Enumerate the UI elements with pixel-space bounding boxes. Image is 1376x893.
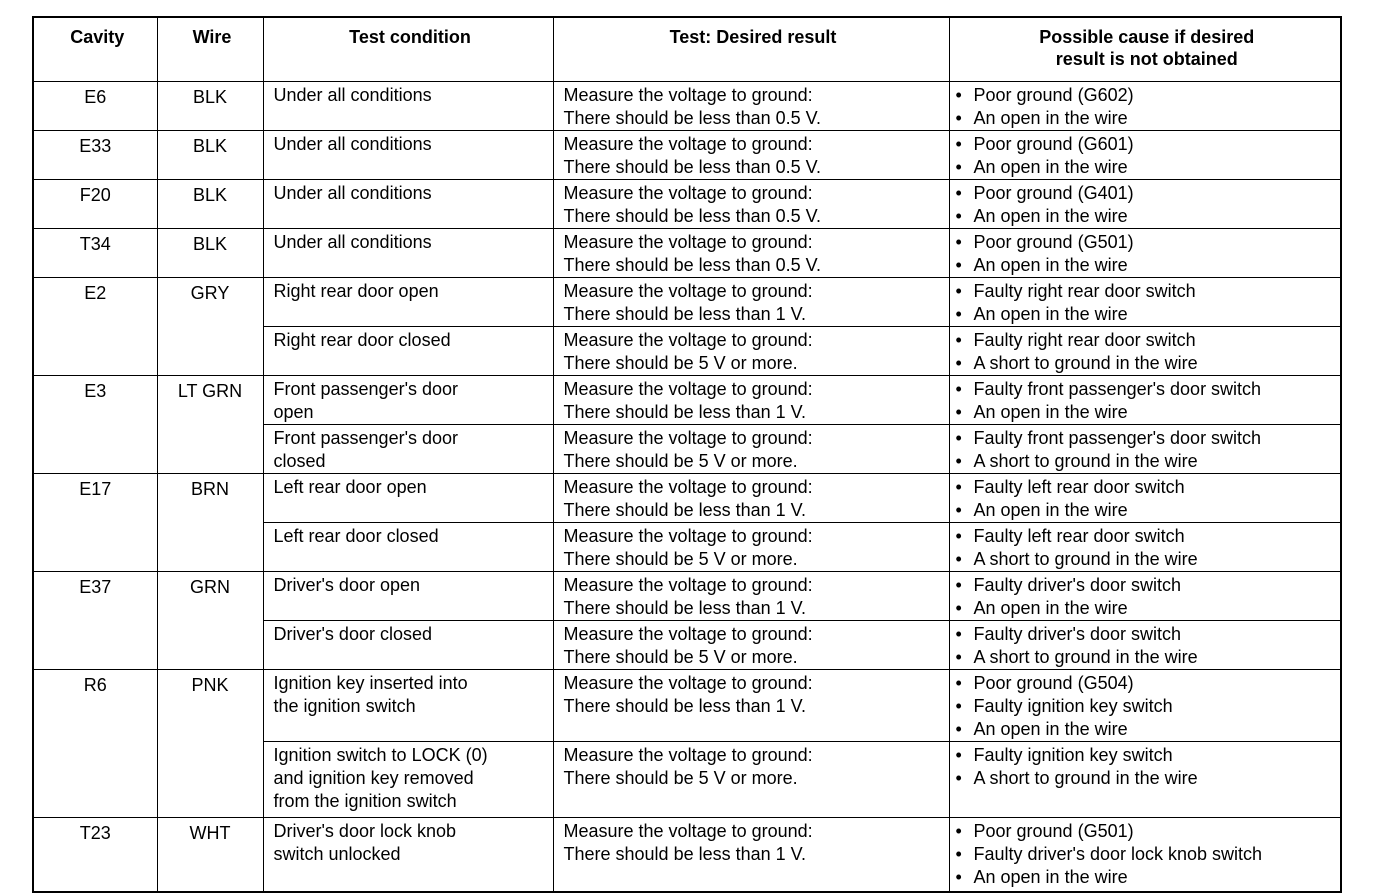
cause-item: • Faulty front passenger's door switch	[955, 428, 1262, 448]
condition-cell: Left rear door open	[263, 474, 553, 523]
result-line: There should be 5 V or more.	[563, 353, 798, 373]
cause-cell	[949, 131, 1341, 180]
result-line: Measure the voltage to ground:	[563, 745, 813, 765]
result-line: There should be less than 1 V.	[563, 500, 806, 520]
table-row	[33, 572, 1341, 621]
bullet-icon: •	[955, 549, 962, 569]
header-desired-result: Test: Desired result	[553, 17, 949, 82]
cause-item: • Faulty front passenger's door switch	[955, 379, 1262, 399]
result-cell	[553, 572, 949, 621]
condition-cell: Right rear door open	[263, 278, 553, 327]
bullet-icon: •	[955, 183, 962, 203]
result-cell	[553, 742, 949, 818]
result-line: There should be less than 1 V.	[563, 402, 806, 422]
condition-cell: Under all conditions	[263, 82, 553, 131]
header-row	[33, 17, 1341, 82]
result-line: Measure the voltage to ground:	[563, 330, 813, 350]
cause-cell	[949, 376, 1341, 425]
cause-item: • An open in the wire	[955, 157, 1128, 177]
cause-item: • Faulty driver's door lock knob switch	[955, 844, 1263, 864]
table-row	[33, 131, 1341, 180]
cavity-cell: F20	[33, 180, 157, 229]
bullet-icon: •	[955, 281, 962, 301]
bullet-icon: •	[955, 745, 962, 765]
result-line: Measure the voltage to ground:	[563, 183, 813, 203]
cause-cell	[949, 523, 1341, 572]
header-possible-cause: Possible cause if desired result is not obtained	[949, 17, 1341, 82]
result-line: There should be less than 1 V.	[563, 598, 806, 618]
bullet-icon: •	[955, 451, 962, 471]
cause-item: • Faulty driver's door switch	[955, 624, 1182, 644]
result-cell	[553, 376, 949, 425]
result-cell	[553, 523, 949, 572]
header-wire: Wire	[157, 17, 263, 82]
cause-item: • Poor ground (G601)	[955, 134, 1134, 154]
cause-item: • A short to ground in the wire	[955, 353, 1198, 373]
cause-cell	[949, 474, 1341, 523]
bullet-icon: •	[955, 477, 962, 497]
cause-item: • Poor ground (G504)	[955, 673, 1134, 693]
wire-cell: GRN	[157, 572, 263, 670]
cause-item: • An open in the wire	[955, 255, 1128, 275]
table-row	[33, 229, 1341, 278]
cause-item: • Faulty right rear door switch	[955, 281, 1196, 301]
header-test-condition: Test condition	[263, 17, 553, 82]
table-row	[33, 818, 1341, 892]
cause-cell	[949, 818, 1341, 892]
condition-cell: Front passenger's door open	[263, 376, 553, 425]
cause-item: • An open in the wire	[955, 402, 1128, 422]
header-cavity: Cavity	[33, 17, 157, 82]
cause-cell	[949, 670, 1341, 742]
bullet-icon: •	[955, 575, 962, 595]
bullet-icon: •	[955, 255, 962, 275]
result-line: Measure the voltage to ground:	[563, 85, 813, 105]
result-line: Measure the voltage to ground:	[563, 624, 813, 644]
result-line: Measure the voltage to ground:	[563, 477, 813, 497]
result-cell	[553, 327, 949, 376]
cause-item: • Faulty left rear door switch	[955, 477, 1185, 497]
cause-item: • A short to ground in the wire	[955, 647, 1198, 667]
bullet-icon: •	[955, 379, 962, 399]
cause-item: • An open in the wire	[955, 108, 1128, 128]
cause-cell	[949, 278, 1341, 327]
condition-cell: Under all conditions	[263, 229, 553, 278]
bullet-icon: •	[955, 647, 962, 667]
cause-cell	[949, 229, 1341, 278]
result-line: Measure the voltage to ground:	[563, 526, 813, 546]
wire-cell: BLK	[157, 180, 263, 229]
cause-cell	[949, 621, 1341, 670]
bullet-icon: •	[955, 108, 962, 128]
cause-cell	[949, 742, 1341, 818]
wire-cell: PNK	[157, 670, 263, 818]
wire-cell: BLK	[157, 131, 263, 180]
bullet-icon: •	[955, 304, 962, 324]
table-row	[33, 376, 1341, 425]
condition-cell: Driver's door closed	[263, 621, 553, 670]
condition-cell: Driver's door open	[263, 572, 553, 621]
bullet-icon: •	[955, 85, 962, 105]
cause-item: • Faulty left rear door switch	[955, 526, 1185, 546]
table-row	[33, 670, 1341, 742]
cavity-cell: E33	[33, 131, 157, 180]
cause-cell	[949, 327, 1341, 376]
result-line: There should be less than 1 V.	[563, 844, 806, 864]
bullet-icon: •	[955, 526, 962, 546]
result-cell	[553, 425, 949, 474]
condition-cell: Right rear door closed	[263, 327, 553, 376]
result-cell	[553, 229, 949, 278]
result-cell	[553, 278, 949, 327]
wire-cell: LT GRN	[157, 376, 263, 474]
result-line: There should be less than 1 V.	[563, 304, 806, 324]
wire-cell: BRN	[157, 474, 263, 572]
wire-cell: WHT	[157, 818, 263, 892]
cavity-cell: E37	[33, 572, 157, 670]
cause-item: • An open in the wire	[955, 719, 1128, 739]
result-line: There should be less than 0.5 V.	[563, 255, 822, 275]
cavity-cell: E17	[33, 474, 157, 572]
condition-cell: Under all conditions	[263, 131, 553, 180]
result-line: Measure the voltage to ground:	[563, 575, 813, 595]
cause-item: • An open in the wire	[955, 206, 1128, 226]
cause-item: • An open in the wire	[955, 598, 1128, 618]
bullet-icon: •	[955, 673, 962, 693]
cause-item: • A short to ground in the wire	[955, 768, 1198, 788]
result-cell	[553, 474, 949, 523]
condition-cell: Front passenger's door closed	[263, 425, 553, 474]
result-line: There should be less than 0.5 V.	[563, 108, 822, 128]
table-row	[33, 82, 1341, 131]
result-cell	[553, 670, 949, 742]
table-row	[33, 180, 1341, 229]
cause-item: • A short to ground in the wire	[955, 451, 1198, 471]
table-row	[33, 474, 1341, 523]
result-cell	[553, 131, 949, 180]
bullet-icon: •	[955, 821, 962, 841]
bullet-icon: •	[955, 134, 962, 154]
result-line: Measure the voltage to ground:	[563, 232, 813, 252]
result-line: There should be 5 V or more.	[563, 451, 798, 471]
bullet-icon: •	[955, 206, 962, 226]
bullet-icon: •	[955, 330, 962, 350]
condition-cell: Ignition switch to LOCK (0) and ignition key removed from the ignition switch	[263, 742, 553, 818]
cause-item: • Poor ground (G401)	[955, 183, 1134, 203]
cause-cell	[949, 180, 1341, 229]
cause-item: • Faulty right rear door switch	[955, 330, 1196, 350]
cause-item: • An open in the wire	[955, 304, 1128, 324]
result-line: Measure the voltage to ground:	[563, 134, 813, 154]
cavity-cell: R6	[33, 670, 157, 818]
cause-cell	[949, 425, 1341, 474]
result-line: Measure the voltage to ground:	[563, 281, 813, 301]
bullet-icon: •	[955, 696, 962, 716]
bullet-icon: •	[955, 353, 962, 373]
wire-cell: BLK	[157, 82, 263, 131]
result-cell	[553, 82, 949, 131]
cause-item: • An open in the wire	[955, 500, 1128, 520]
bullet-icon: •	[955, 624, 962, 644]
result-line: Measure the voltage to ground:	[563, 821, 813, 841]
result-line: There should be 5 V or more.	[563, 549, 798, 569]
result-line: Measure the voltage to ground:	[563, 428, 813, 448]
cavity-cell: E3	[33, 376, 157, 474]
wire-cell: GRY	[157, 278, 263, 376]
bullet-icon: •	[955, 232, 962, 252]
result-line: There should be 5 V or more.	[563, 647, 798, 667]
wire-cell: BLK	[157, 229, 263, 278]
bullet-icon: •	[955, 844, 962, 864]
bullet-icon: •	[955, 598, 962, 618]
cause-item: • A short to ground in the wire	[955, 549, 1198, 569]
bullet-icon: •	[955, 768, 962, 788]
result-line: There should be less than 0.5 V.	[563, 206, 822, 226]
result-cell	[553, 180, 949, 229]
result-line: There should be less than 1 V.	[563, 696, 806, 716]
bullet-icon: •	[955, 157, 962, 177]
cause-item: • An open in the wire	[955, 867, 1128, 887]
cause-item: • Poor ground (G501)	[955, 821, 1134, 841]
cause-item: • Poor ground (G602)	[955, 85, 1134, 105]
cause-item: • Poor ground (G501)	[955, 232, 1134, 252]
result-line: There should be less than 0.5 V.	[563, 157, 822, 177]
cause-item: • Faulty ignition key switch	[955, 696, 1173, 716]
bullet-icon: •	[955, 500, 962, 520]
result-cell	[553, 818, 949, 892]
bullet-icon: •	[955, 867, 962, 887]
cause-cell	[949, 82, 1341, 131]
cavity-cell: E6	[33, 82, 157, 131]
cause-item: • Faulty ignition key switch	[955, 745, 1173, 765]
result-cell	[553, 621, 949, 670]
diagnostic-table	[32, 16, 1342, 893]
bullet-icon: •	[955, 402, 962, 422]
condition-cell: Left rear door closed	[263, 523, 553, 572]
cause-cell	[949, 572, 1341, 621]
table-row	[33, 278, 1341, 327]
condition-cell: Under all conditions	[263, 180, 553, 229]
condition-cell: Ignition key inserted into the ignition switch	[263, 670, 553, 742]
cause-item: • Faulty driver's door switch	[955, 575, 1182, 595]
bullet-icon: •	[955, 428, 962, 448]
cavity-cell: T23	[33, 818, 157, 892]
condition-cell: Driver's door lock knob switch unlocked	[263, 818, 553, 892]
cavity-cell: E2	[33, 278, 157, 376]
cavity-cell: T34	[33, 229, 157, 278]
result-line: There should be 5 V or more.	[563, 768, 798, 788]
result-line: Measure the voltage to ground:	[563, 673, 813, 693]
bullet-icon: •	[955, 719, 962, 739]
result-line: Measure the voltage to ground:	[563, 379, 813, 399]
